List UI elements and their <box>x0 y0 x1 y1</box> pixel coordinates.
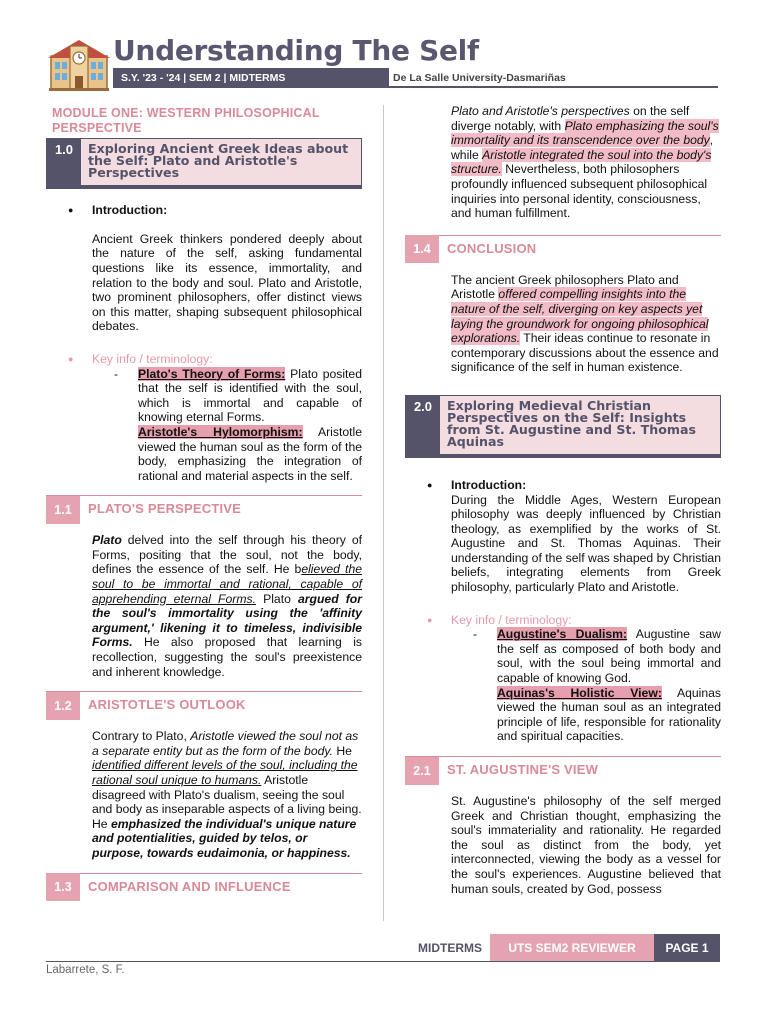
section-2-1-header <box>405 756 721 784</box>
header-subbar <box>113 68 718 88</box>
right-column <box>405 104 721 896</box>
section-number: 1.2 <box>46 692 80 720</box>
section-number: 1.0 <box>47 139 81 188</box>
footer-label: MIDTERMS <box>418 941 482 955</box>
section-title: COMPARISON AND INFLUENCE <box>88 878 291 894</box>
term-name: Augustine's Dualism: <box>497 627 628 642</box>
section-number: 2.0 <box>406 396 440 457</box>
term-text: Aquinas viewed the human soul as an integrated principle of life, responsible for rationality and spiritual capacities. <box>497 685 721 744</box>
section-1-2-text: Contrary to Plato, Aristotle viewed the soul not as a separate entity but as the form of the body. He identified different levels of the soul, including the rational soul unique to humans. Aristotle disagreed with Plato's dualism, seeing the soul and body as inseparable aspects of a living being. He emphasized the individual's unique nature and potentialities, guided by telos, or purpose, towards eudaimonia, or happiness. <box>92 729 362 860</box>
section-1-4-header <box>405 235 721 263</box>
section-1-0-header <box>46 138 362 189</box>
term-text: Aristotle viewed the human soul as the form of the body, emphasizing the integration of rational and material aspects in the self. <box>138 424 362 483</box>
section-1-2-header <box>46 691 362 719</box>
section-title: ARISTOTLE'S OUTLOOK <box>88 697 246 713</box>
page-title: Understanding The Self <box>113 34 479 67</box>
term-item: - Plato's Theory of Forms: Plato posited that the self is identified with the soul, which is immortal and capable of knowing eternal Forms. <box>114 366 362 425</box>
intro-text: During the Middle Ages, Western European philosophy was deeply influenced by Christian theology, as exemplified by the works of St. Augustine and St. Thomas Aquinas. Their understanding of the self was shaped by Christian beliefs, integrating elements from Greek philosophy, particularly Plato and Aristotle. <box>451 492 721 595</box>
section-number: 1.3 <box>46 873 80 901</box>
section-1-3-text: Plato and Aristotle's perspectives on the self diverge notably, with Plato emphasizing the soul's immortality and its transcendence over the body, while Aristotle integrated the soul into the body's structure. Nevertheless, both philosophers profoundly influenced subsequent philosophical inquiries into personal identity, consciousness, and human fulfillment. <box>451 104 719 221</box>
section-1-4-text: The ancient Greek philosophers Plato and Aristotle offered compelling insights into the nature of the self, diverging on key aspects yet laying the groundwork for ongoing philosophical explorations. Their ideas continue to resonate in contemporary discussions about the essence and significance of the self in human existence. <box>451 272 719 375</box>
section-1-1-text: Plato delved into the self through his theory of Forms, positing that the soul, not the body, defines the essence of the self. He believed the soul to be immortal and rational, capable of apprehending eternal Forms. Plato argued for the soul's immortality using the 'affinity argument,' likening it to timeless, indivisible Forms. He also proposed that learning is recollection, suggesting the soul's preexistence and inherent knowledge. <box>92 533 362 679</box>
term-item <box>405 686 721 744</box>
term-item: - Augustine's Dualism: Augustine saw the self as composed of both body and soul, with the soul being immortal and capable of knowing God. <box>473 627 721 686</box>
section-1-3-header <box>46 873 362 901</box>
column-divider <box>383 105 384 921</box>
term-name: Aquinas's Holistic View: <box>497 685 662 700</box>
author-name: Labarrete, S. F. <box>46 964 125 976</box>
keyinfo-label: ● Key info / terminology: <box>46 352 362 367</box>
term-name: Aristotle's Hylomorphism: <box>138 424 303 439</box>
term-name: Plato's Theory of Forms: <box>138 366 286 381</box>
term-item <box>46 425 362 483</box>
term-text: Augustine saw the self as composed of both body and soul, with the soul being immortal and capable of knowing God. <box>497 627 721 686</box>
section-2-0-header <box>405 395 721 458</box>
term-text: Plato posited that the self is identified with the soul, which is immortal and capable of knowing eternal Forms. <box>138 366 362 425</box>
section-title: Exploring Ancient Greek Ideas about the Self: Plato and Aristotle's Perspectives <box>81 139 361 188</box>
section-number: 1.4 <box>405 235 439 263</box>
section-number: 2.1 <box>405 757 439 785</box>
section-2-1-text: St. Augustine's philosophy of the self merged Greek and Christian thought, emphasizing the soul's immateriality and rationality. He regarded the soul as distinct from the body, yet interconnected, viewing the body as a vessel for the soul's experiences. Augustine believed that human souls, created by God, possess <box>451 794 721 896</box>
intro-label: ● Introduction: <box>46 203 362 218</box>
section-number: 1.1 <box>46 496 80 524</box>
section-title: ST. AUGUSTINE'S VIEW <box>447 762 599 778</box>
module-heading: MODULE ONE: WESTERN PHILOSOPHICAL PERSPECTIVE <box>52 106 320 135</box>
section-title: Exploring Medieval Christian Perspectives on the Self: Insights from St. Augustine and St. Thomas Aquinas <box>440 396 720 457</box>
section-1-1-header <box>46 495 362 523</box>
university-name: De La Salle University-Dasmariñas <box>389 68 718 88</box>
left-column <box>46 106 362 911</box>
intro-text: Ancient Greek thinkers pondered deeply about the nature of the self, asking fundamental questions like its essence, immortality, and relation to the body and soul. Plato and Aristotle, two prominent philosophers, offer distinct views on this matter, shaping subsequent philosophical debates. <box>92 231 362 334</box>
university-building-icon <box>48 38 110 92</box>
term-info: S.Y. '23 - '24 | SEM 2 | MIDTERMS <box>113 68 389 88</box>
footer-bar <box>46 934 720 962</box>
keyinfo-label: ● Key info / terminology: <box>405 613 721 628</box>
section-title: CONCLUSION <box>447 240 537 256</box>
intro-label: ● Introduction: <box>405 478 721 493</box>
section-title: PLATO'S PERSPECTIVE <box>88 501 242 517</box>
footer-reviewer: UTS SEM2 REVIEWER <box>490 934 654 961</box>
page-number: PAGE 1 <box>654 934 720 961</box>
